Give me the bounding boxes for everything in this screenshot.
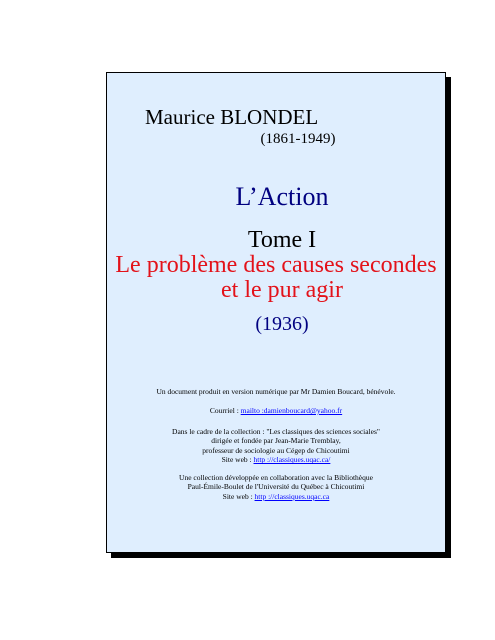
site-label-1: Site web : [221, 455, 254, 465]
publication-year: (1936) [255, 313, 309, 335]
site-link-2[interactable]: http ://classiques.uqac.ca [254, 491, 330, 501]
university-block [107, 473, 445, 501]
email-line [107, 406, 445, 415]
email-link[interactable]: mailto :damienboucard@yahoo.fr [240, 406, 343, 415]
tome-label: Tome I [247, 227, 317, 253]
site-label-2: Site web : [222, 491, 255, 501]
collection-line-2: dirigée et fondée par Jean-Marie Tremblay, [211, 436, 341, 446]
collection-line-3: professeur de sociologie au Cégep de Chicoutimi [202, 445, 350, 455]
subtitle-line-2: et le pur agir [221, 277, 343, 303]
site-line-1 [107, 455, 445, 464]
cover-box [106, 72, 446, 553]
email-label: Courriel : [209, 406, 241, 415]
collection-line-1: Dans le cadre de la collection : "Les classiques des sciences sociales" [172, 427, 380, 436]
author-name: Maurice BLONDEL [145, 105, 319, 129]
university-line-2: Paul-Émile-Boulet de l'Université du Québec à Chicoutimi [187, 482, 365, 492]
university-line-1: Une collection développée en collaboration avec la Bibliothèque [179, 473, 373, 482]
subtitle-line-1: Le problème des causes secondes [115, 252, 437, 278]
author-dates: (1861-1949) [260, 131, 336, 147]
credit-line: Un document produit en version numérique par Mr Damien Boucard, bénévole. [156, 387, 396, 396]
book-title: L’Action [235, 182, 329, 211]
site-link-1[interactable]: http ://classiques.uqac.ca/ [253, 455, 331, 465]
collection-block [107, 427, 445, 465]
site-line-2 [107, 492, 445, 501]
